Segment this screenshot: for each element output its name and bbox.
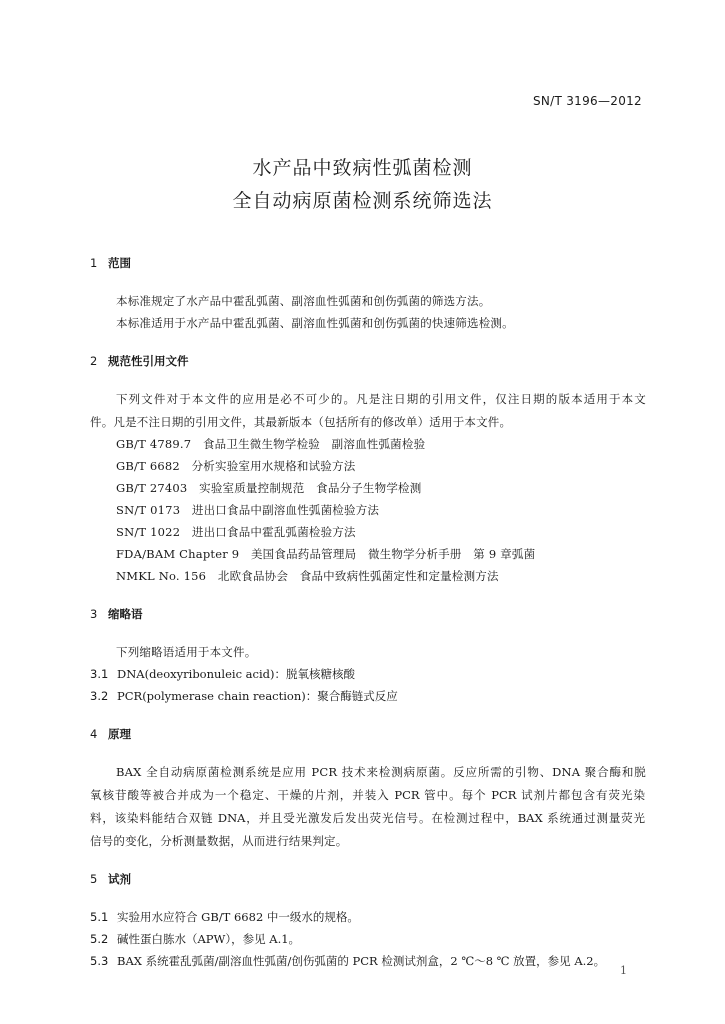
reagent-item [90, 953, 605, 969]
abbreviation-item [90, 688, 398, 704]
section-number: 2 [90, 354, 98, 368]
reference-item: FDA/BAM Chapter 9 美国食品药品管理局 微生物学分析手册 第 9 章弧菌 [116, 547, 536, 561]
section-heading-scope [90, 255, 131, 271]
section-heading-reagents [90, 871, 131, 887]
paragraph: 下列缩略语适用于本文件。 [116, 645, 257, 659]
clause-text: 实验用水应符合 GB/T 6682 中一级水的规格。 [117, 910, 359, 924]
document-title-line2: 全自动病原菌检测系统筛选法 [232, 190, 493, 212]
paragraph: 氧核苷酸等被合并成为一个稳定、干燥的片剂，并装入 PCR 管中。每个 PCR 试剂片都包含有荧光染 [90, 788, 645, 802]
paragraph: 本标准适用于水产品中霍乱弧菌、副溶血性弧菌和创伤弧菌的快速筛选检测。 [116, 316, 514, 330]
clause-number: 5.3 [90, 954, 109, 968]
section-number: 3 [90, 607, 98, 621]
section-number: 1 [90, 256, 98, 270]
clause-number: 3.1 [90, 667, 109, 681]
reference-item: SN/T 0173 进出口食品中副溶血性弧菌检验方法 [116, 503, 380, 517]
paragraph: 下列文件对于本文件的应用是必不可少的。凡是注日期的引用文件，仅注日期的版本适用于本文 [116, 392, 646, 406]
clause-text: BAX 系统霍乱弧菌/副溶血性弧菌/创伤弧菌的 PCR 检测试剂盒，2 ℃～8 ℃ 放置，参见 A.2。 [117, 954, 606, 968]
reference-item: SN/T 1022 进出口食品中霍乱弧菌检验方法 [116, 525, 356, 539]
reference-item: GB/T 27403 实验室质量控制规范 食品分子生物学检测 [116, 481, 422, 495]
reference-item: GB/T 4789.7 食品卫生微生物学检验 副溶血性弧菌检验 [116, 437, 426, 451]
standard-code: SN/T 3196—2012 [532, 94, 642, 108]
paragraph: 本标准规定了水产品中霍乱弧菌、副溶血性弧菌和创伤弧菌的筛选方法。 [116, 294, 491, 308]
section-title: 原理 [108, 727, 131, 741]
reference-item: NMKL No. 156 北欧食品协会 食品中致病性弧菌定性和定量检测方法 [116, 569, 499, 583]
section-heading-abbreviations [90, 606, 143, 622]
document-title-line1: 水产品中致病性弧菌检测 [252, 157, 473, 179]
clause-text: DNA(deoxyribonuleic acid)：脱氧核糖核酸 [117, 667, 356, 681]
paragraph: 料，该染料能结合双链 DNA，并且受光激发后发出荧光信号。在检测过程中，BAX 系统通过测量荧光 [90, 811, 645, 825]
section-title: 试剂 [108, 872, 131, 886]
reference-item: GB/T 6682 分析实验室用水规格和试验方法 [116, 459, 356, 473]
clause-text: 碱性蛋白胨水（APW），参见 A.1。 [117, 932, 301, 946]
reagent-item [90, 931, 300, 947]
paragraph: 件。凡是不注日期的引用文件，其最新版本（包括所有的修改单）适用于本文件。 [90, 415, 512, 429]
section-title: 规范性引用文件 [108, 354, 189, 368]
paragraph: BAX 全自动病原菌检测系统是应用 PCR 技术来检测病原菌。反应所需的引物、DNA 聚合酶和脱 [116, 765, 646, 779]
clause-number: 3.2 [90, 689, 109, 703]
clause-text: PCR(polymerase chain reaction)：聚合酶链式反应 [117, 689, 398, 703]
section-title: 缩略语 [108, 607, 143, 621]
section-number: 5 [90, 872, 98, 886]
section-heading-principle [90, 726, 131, 742]
clause-number: 5.1 [90, 910, 109, 924]
section-number: 4 [90, 727, 98, 741]
reagent-item [90, 909, 359, 925]
section-heading-normative [90, 353, 189, 369]
clause-number: 5.2 [90, 932, 109, 946]
page-number: 1 [620, 964, 627, 977]
section-title: 范围 [108, 256, 131, 270]
abbreviation-item [90, 666, 355, 682]
paragraph: 信号的变化，分析测量数据，从而进行结果判定。 [90, 834, 348, 848]
